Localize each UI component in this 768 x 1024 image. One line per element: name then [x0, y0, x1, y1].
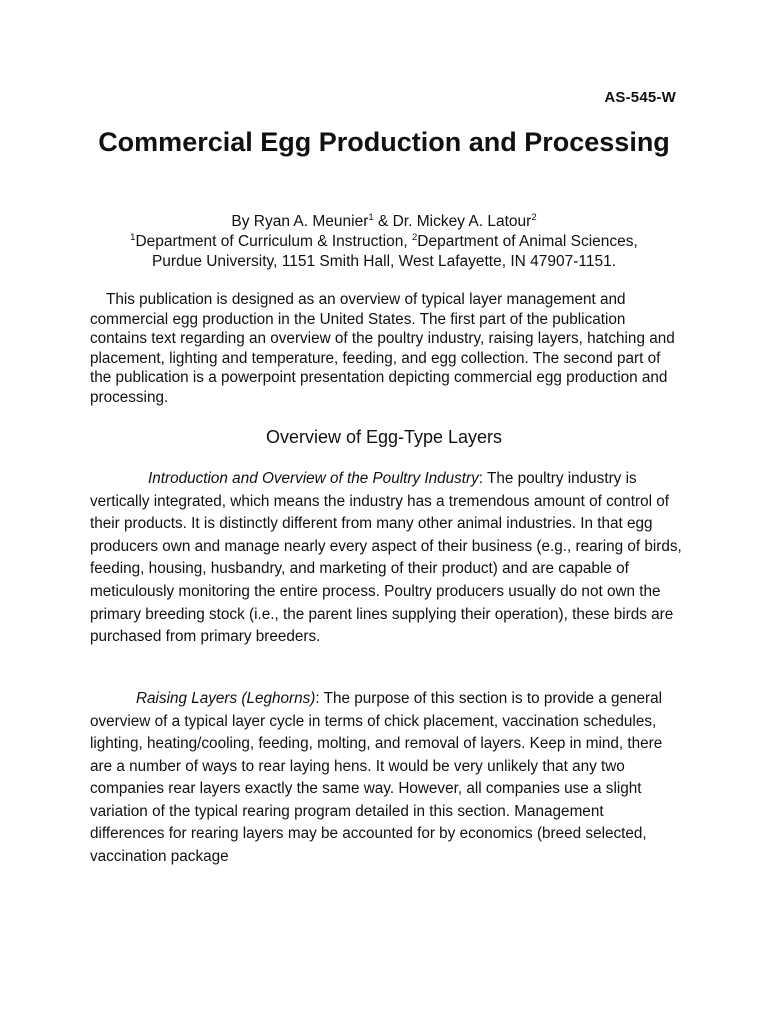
paragraph-run-in-heading: Raising Layers (Leghorns)	[136, 690, 316, 707]
paragraph-text: : The purpose of this section is to provide a general overview of a typical layer cycle in terms of chick placement, vaccination schedules, lighting, heating/cooling, feeding, molting, and removal of layers. Keep in mind, there are a number of ways to rear laying hens. It would be very unlikely that any two companies rear layers exactly the same way. However, all companies use a slight variation of the typical rearing program detailed in this section. Management differences for rearing layers may be accounted for by economics (breed selected, vaccination package	[90, 690, 663, 865]
author-block	[90, 212, 678, 272]
affiliation-2: Department of Animal Sciences,	[417, 233, 638, 250]
author-line	[90, 212, 678, 232]
author-2: & Dr. Mickey A. Latour	[373, 213, 532, 230]
affiliation-line	[90, 232, 678, 252]
affiliation-1: Department of Curriculum & Instruction,	[135, 233, 412, 250]
author-1-mark: 1	[368, 211, 374, 223]
intro-paragraph: This publication is designed as an overview of typical layer management and commercial egg production in the United States. The first part of the publication contains text regarding an overview of the poultry industry, raising layers, hatching and placement, lighting and temperature, feeding, and egg collection. The second part of the publication is a powerpoint presentation depicting commercial egg production and processing.	[90, 291, 675, 406]
address-line: Purdue University, 1151 Smith Hall, West Lafayette, IN 47907-1151.	[151, 253, 617, 270]
publication-code: AS-545-W	[604, 89, 676, 106]
author-1: By Ryan A. Meunier	[231, 213, 369, 230]
author-2-mark: 2	[531, 211, 537, 223]
affiliation-2-mark: 2	[411, 231, 418, 243]
body-paragraph	[90, 468, 682, 649]
document-title: Commercial Egg Production and Processing	[98, 127, 670, 157]
affiliation-1-mark: 1	[130, 231, 136, 243]
paragraph-text: : The poultry industry is vertically integrated, which means the industry has a tremendous amount of control of their products. It is distinctly different from many other animal industries. In that egg producers own and manage nearly every aspect of their business (e.g., rearing of birds, feeding, housing, husbandry, and marketing of their product) and are capable of meticulously monitoring the entire process. Poultry producers usually do not own the primary breeding stock (i.e., the parent lines supplying their operation), these birds are purchased from primary breeders.	[90, 470, 682, 646]
body-paragraph	[90, 688, 682, 868]
paragraph-run-in-heading: Introduction and Overview of the Poultry Industry	[148, 470, 479, 487]
section-heading: Overview of Egg-Type Layers	[265, 427, 503, 447]
